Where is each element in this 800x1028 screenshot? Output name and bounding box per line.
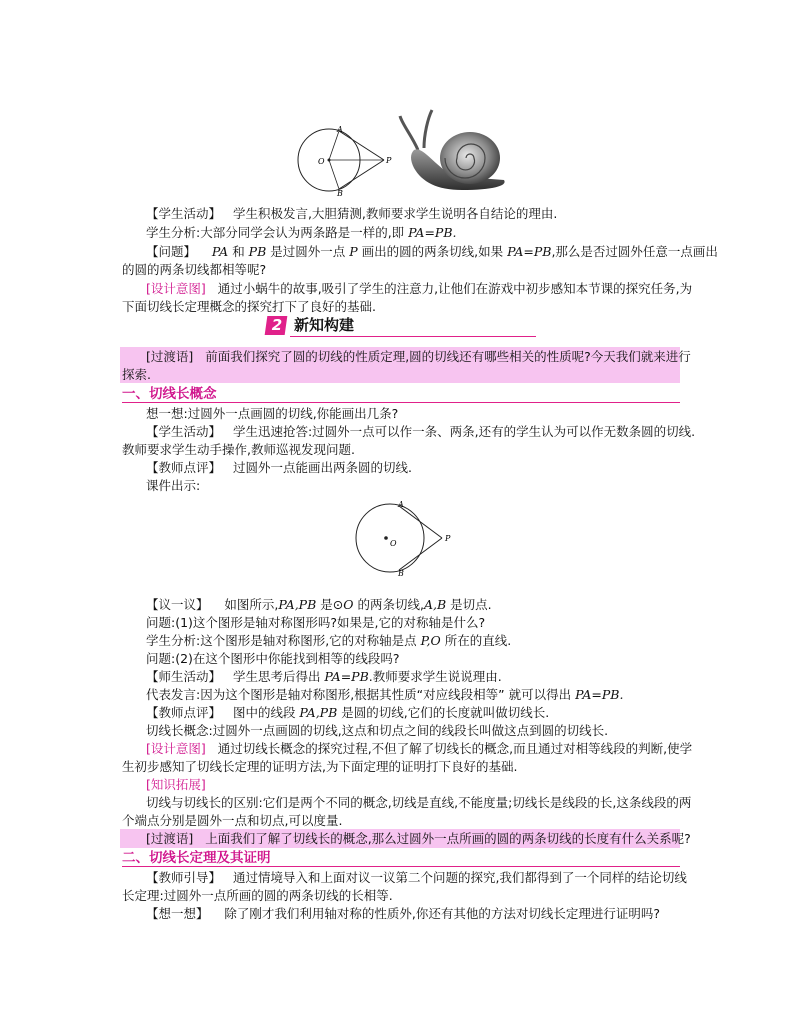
discuss-t1: 如图所示, [224, 597, 279, 612]
student-activity-1 [146, 206, 557, 222]
tc2-t1: 图中的线段 [232, 705, 300, 720]
figure1-tangent-pa [339, 131, 384, 160]
student-analysis-2-t1: 学生分析:这个图形是轴对称图形,它的对称轴是点 [146, 633, 421, 648]
think-again [146, 906, 660, 922]
figure1-label-a: A [337, 126, 343, 134]
tangent-figure-1 [296, 126, 396, 196]
tsa-t3: .教师要求学生说说理由. [368, 669, 502, 684]
tag-teacher-student-activity: 【师生活动】 [146, 669, 222, 684]
student-activity-text: 学生积极发言,大胆猜测,教师要求学生说明各自结论的理由. [232, 206, 558, 221]
think-paragraph: 想一想:过圆外一点画圆的切线,你能画出几条? [146, 406, 399, 421]
text-two-tangents: 画出的圆的两条切线,如果 [357, 244, 508, 259]
snail-tentacle-right [424, 110, 432, 148]
courseware-label: 课件出示: [146, 478, 201, 493]
speech-pa-eq-pb: PA=PB. [575, 687, 624, 702]
student-analysis-2 [146, 633, 511, 649]
question-line-2: 的圆的两条切线都相等呢? [122, 262, 267, 277]
representative-speech [146, 687, 623, 703]
design-intent-2-line-2: 生初步感知了切线长定理的证明方法,为下面定理的证明打下良好的基础. [122, 759, 518, 774]
question-1: 问题:(1)这个图形是轴对称图形吗?如果是,它的对称轴是什么? [146, 615, 486, 630]
discuss-o: O [343, 597, 354, 612]
heading-1-underline [122, 402, 680, 403]
teacher-guidance [146, 870, 687, 886]
heading-tangent-length-concept: 一、切线长概念 [122, 386, 217, 402]
figure2-tangent-pa [399, 506, 442, 538]
design-intent-text: 通过小蜗牛的故事,吸引了学生的注意力,让他们在游戏中初步感知本节课的探究任务,为 [217, 281, 693, 296]
teacher-comment-2 [146, 705, 549, 721]
tag-student-activity-2: 【学生活动】 [146, 424, 222, 439]
student-analysis-2-t3: 所在的直线. [440, 633, 512, 648]
tag-teacher-guidance: 【教师引导】 [146, 870, 222, 885]
heading-tangent-length-theorem: 二、切线长定理及其证明 [122, 850, 271, 866]
question-2: 问题:(2)在这个图形中你能找到相等的线段吗? [146, 651, 400, 666]
transition-1 [146, 349, 691, 365]
design-intent-1-line-2: 下面切线长定理概念的探究打下了良好的基础. [122, 299, 376, 314]
figure2-label-p: P [445, 534, 451, 543]
tag-think: 【想一想】 [146, 906, 209, 921]
transition-1-line-2: 探索. [122, 367, 151, 382]
student-analysis-text: 学生分析:大部分同学会认为两条路是一样的,即 [146, 225, 409, 240]
tag-transition: [过渡语] [146, 349, 194, 364]
math-p: P [349, 244, 358, 259]
section-number: 2 [271, 316, 283, 334]
think-again-text: 除了刚才我们利用轴对称的性质外,你还有其他的方法对切线长定理进行证明吗? [224, 906, 661, 921]
student-analysis-2-po: P,O [420, 633, 441, 648]
tc2-pa-pb: PA,PB [299, 705, 338, 720]
tag-discuss: 【议一议】 [146, 597, 209, 612]
tsa-pa-eq-pb: PA=PB [324, 669, 369, 684]
tangent-length-definition: 切线长概念:过圆外一点画圆的切线,这点和切点之间的线段长叫做这点到圆的切线长. [146, 723, 609, 738]
figure1-label-o: O [318, 157, 325, 166]
text-and: 和 [228, 244, 249, 259]
discuss-a-b: A,B [423, 597, 447, 612]
tangent-vs-length: 切线与切线长的区别:它们是两个不同的概念,切线是直线,不能度量;切线长是线段的长,这条线段的两 [146, 795, 692, 810]
design-intent-2 [146, 741, 692, 757]
discuss-pa-pb: PA,PB [278, 597, 317, 612]
teacher-student-activity [146, 669, 502, 685]
tag-design-intent: [设计意图] [146, 281, 206, 296]
figure2-tangent-pb [399, 538, 442, 570]
student-analysis-math: PA=PB. [408, 225, 457, 240]
tag-teacher-comment-2: 【教师点评】 [146, 705, 222, 720]
snail-shell [440, 132, 500, 184]
tag-teacher-comment: 【教师点评】 [146, 460, 222, 475]
section-underline [290, 336, 536, 337]
question-paragraph [146, 244, 718, 260]
math-pa: PA [211, 244, 229, 259]
figure1-label-p: P [386, 156, 392, 165]
teacher-comment-1 [146, 460, 412, 476]
design-intent-1 [146, 281, 692, 297]
discuss-paragraph [146, 597, 492, 613]
tangent-vs-length-line-2: 个端点分别是圆外一点和切点,可以度量. [122, 813, 343, 828]
figure1-radius-b [329, 160, 339, 189]
snail-tentacle-left [400, 116, 418, 150]
tsa-t1: 学生思考后得出 [232, 669, 325, 684]
figure1-tangent-pb [339, 160, 384, 189]
snail-illustration [392, 106, 512, 196]
speech-t1: 代表发言:因为这个图形是轴对称图形,根据其性质“对应线段相等” 就可以得出 [146, 687, 576, 702]
figure2-center-dot [384, 536, 388, 540]
figure2-label-o: O [390, 539, 397, 548]
section-header [266, 315, 536, 337]
student-activity-2 [146, 424, 695, 440]
section-title: 新知构建 [294, 316, 355, 334]
teacher-guidance-line-2: 长定理:过圆外一点所画的圆的两条切线的长相等. [122, 888, 393, 903]
tag-design-intent-2: [设计意图] [146, 741, 206, 756]
figure2-circle [356, 504, 424, 572]
text-through-point: 是过圆外一点 [266, 244, 350, 259]
transition-2 [146, 831, 691, 847]
student-analysis-1 [146, 225, 457, 241]
figure1-radius-a [329, 131, 339, 160]
discuss-t5: 的两条切线, [353, 597, 424, 612]
teacher-comment-1-text: 过圆外一点能画出两条圆的切线. [232, 460, 412, 475]
tc2-t3: 是圆的切线,它们的长度就叫做切线长. [337, 705, 550, 720]
figure2-label-a: A [398, 500, 404, 509]
tag-student-activity: 【学生活动】 [146, 206, 222, 221]
discuss-t3: 是⊙ [316, 597, 344, 612]
text-question-end: ,那么是否过圆外任意一点画出 [551, 244, 718, 259]
transition-1-text: 前面我们探究了圆的切线的性质定理,圆的切线还有哪些相关的性质呢?今天我们就来进行 [205, 349, 691, 364]
teacher-guidance-text: 通过情境导入和上面对议一议第二个问题的探究,我们都得到了一个同样的结论切线 [232, 870, 687, 885]
math-pa-eq-pb: PA=PB [507, 244, 552, 259]
tag-question: 【问题】 [146, 244, 197, 259]
tag-transition-2: [过渡语] [146, 831, 194, 846]
discuss-t7: 是切点. [446, 597, 492, 612]
tangent-figure-2 [350, 496, 460, 578]
student-activity-2-line-2: 教师要求学生动手操作,教师巡视发现问题. [122, 442, 355, 457]
figure2-label-b: B [398, 569, 404, 578]
design-intent-2-text: 通过切线长概念的探究过程,不但了解了切线长的概念,而且通过对相等线段的判断,使学 [217, 741, 693, 756]
tag-knowledge-extension: [知识拓展] [146, 777, 206, 792]
student-activity-2-text: 学生迅速抢答:过圆外一点可以作一条、两条,还有的学生认为可以作无数条圆的切线. [232, 424, 696, 439]
heading-2-underline [122, 866, 680, 867]
transition-2-text: 上面我们了解了切线长的概念,那么过圆外一点所画的圆的两条切线的长度有什么关系呢? [205, 831, 691, 846]
figure1-label-b: B [337, 189, 343, 196]
math-pb: PB [248, 244, 267, 259]
figure1-center-dot [328, 159, 331, 162]
